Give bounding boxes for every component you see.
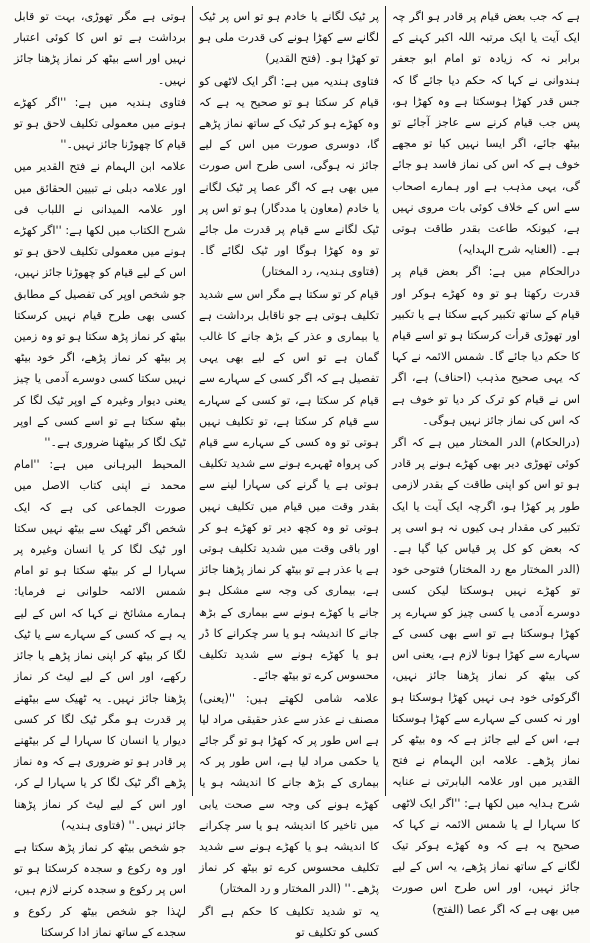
paragraph: جو شخص بیٹھ کر نماز پڑھ سکتا ہے اور وہ رکوع و سجدہ کرسکتا ہو تو اس پر رکوع و سجدہ کرنے لازم ہیں، لہٰذا جو شخص بیٹھ کر رکوع و سجدے کے ساتھ نماز ادا کرسکتا <box>14 840 186 939</box>
column-middle <box>193 6 385 939</box>
paragraph: درالحکام میں ہے: اگر بعض قیام پر قدرت رکھتا ہو تو وہ کھڑے ہوکر اور قیام کے ساتھ تکبیر کہے سکتا ہے یا تکبیر اور تھوڑی قرأت کرسکتا ہو تو اسے قیام کا حکم دیا جائے گا۔ شمس الائمہ نے کہا کہ یہی صحیح مذہب (احناف) ہے، اگر اس نے قیام کو ترک کر دیا تو خوف ہے کہ اس کی نماز جائز نہیں ہوگی۔ <box>392 265 580 427</box>
paragraph: قیام کر تو سکتا ہے مگر اس سے شدید تکلیف ہوتی ہے جو ناقابل برداشت ہے یا بیماری و عذر کے بڑھ جانے کا غالب گمان ہے تو اس کے لیے بھی یہی تفصیل ہے کہ اگر کسی کے سہارے سے قیام کر سکتا ہے، تو کسی کے سہارے سے قیام کر سکتا ہے، تو تکلیف نہیں ہوتی تو وہ کسی کے سہارے سے قیام کی پرواہ ٹھہرے ہونے سے شدید تکلیف ہوتی ہے یا گرنے کی سہارا لینے سے بقدر وقت میں قیام میں تکلیف نہیں ہوتی تو وہ کچھ دیر تو کھڑے ہو کر اور باقی وقت میں شدید تکلیف ہوتی ہے یا عذر ہے تو بیٹھ کر نماز پڑھنا جائز ہے، بیماری کی وجہ سے مشکل ہو جانے یا کھڑے ہونے سے بیماری کے بڑھ جانے کا اندیشہ ہو یا سر چکرانے کا ڈر ہو یا کھڑے ہونے سے شدید تکلیف محسوس کرے تو بیٹھ جائے۔ <box>199 287 379 683</box>
paragraph: فتاوی ہندیہ میں ہے: ''اگر کھڑے ہونے میں معمولی تکلیف لاحق ہو تو قیام کا چھوڑنا جائز نہیں۔'' <box>14 95 186 152</box>
paragraph: المحیط البرہانی میں ہے: ''امام محمد نے اپنی کتاب الاصل میں صورت الجماعی کی ہے کہ ایک شخص اگر ٹھیک سے بیٹھ نہیں سکتا اور ٹیک لگا کر یا انسان وغیرہ پر سہارا لے کر بیٹھ سکتا ہو تو امام شمس الائمہ حلوانی نے فرمایا: ہمارے مشائخ نے کہا کہ اس کے لیے یہ ہے کہ کسی کے سہارے سے یا ٹیک لگا کر بیٹھ کر اپنی نماز پڑھے یا جائز رکھے، اور اس کے لیے لیٹ کر نماز پڑھنا جائز نہیں۔ یہ ٹھیک سے بیٹھنے پر قدرت ہو مگر ٹیک لگا کر کسی دیوار یا انسان کا سہارا لے کر بیٹھنے پر قادر ہو تو ضروری ہے کہ وہ نماز پڑھے اگر ٹیک لگا کر یا سہارا لے کر، اور اس کے لیے لیٹ کر نماز پڑھنا جائز نہیں۔'' (فتاوی ہندیہ) <box>14 458 186 832</box>
column-left <box>8 6 192 939</box>
paragraph: (درالحکام) الدر المختار میں ہے کہ اگر کوئی تھوڑی دیر بھی کھڑے ہونے پر قادر ہو تو اس کو اپنی طاقت کے بقدر لازمی طور پر کھڑا ہو، اگرچہ ایک آیت یا ایک تکبیر کی مقدار ہی کیوں نہ ہو اسی پر کہ بعض کو کل پر قیاس کیا گیا ہے۔ (الدر المختار مع رد المختار) فتوحی خود تو کھڑے نہیں ہوسکتا لیکن کسی دوسرے آدمی یا کسی چیز کو سہارے پر کھڑا ہوسکتا ہے تو اسے بھی کسی کے سہارے سے کھڑا ہونا لازم ہے، یعنی اس کی بیٹھ کر نماز پڑھنا جائز نہیں، اگرکوئی خود ہی نہیں کھڑا ہوسکتا ہو اور نہ کسی کے سہارے سے کھڑا ہوسکتا ہے، اس کے لیے جائز ہے کہ وہ بیٹھ کر نماز پڑھے۔ علامہ ابن الہمام نے فتح القدیر میں اور علامہ البابرتی نے عنایہ شرح ہدایہ میں لکھا ہے: ''اگر ایک لاٹھی کا سہارا لے یا شمس الائمہ نے کہا کہ صحیح یہ ہے کہ وہ کھڑے ہوکر تیک لگانے کے ساتھ نماز پڑھے، یہ اس کے لیے جائز نہیں، اور اس طرح اس صورت میں بھی ہے کہ اگر عصا (الفتح) <box>392 436 580 916</box>
paragraph: یہ تو شدید تکلیف کا حکم ہے اگر کسی کو تکلیف تو <box>199 904 379 939</box>
paragraph: علامہ ابن الہمام نے فتح القدیر میں اور علامہ دبلی نے تبیین الحقائق میں اور علامہ المیدانی نے اللباب فی شرح الکتاب میں لکھا ہے: ''اگر کھڑے ہونے میں معمولی تکلیف لاحق ہو تو اس کے لیے قیام کو چھوڑنا جائز نہیں، جو شخص اوپر کی تفصیل کے مطابق کسی بھی طرح قیام نہیں کرسکتا بیٹھ کر نماز پڑھ سکتا ہو تو وہ زمین پر بیٹھ کر نماز پڑھے، اگر خود بیٹھ نہیں سکتا کسی دوسرے آدمی یا چیز یعنی دیوار وغیرہ کے اوپر ٹیک لگا کر بیٹھ سکتا ہے تو اسے کسی کے اوپر ٹیک لگا کر بیٹھنا ضروری ہے۔'' <box>14 160 186 450</box>
paragraph: ہے کہ جب بعض قیام پر قادر ہو اگر چہ ایک آیت یا ایک مرتبہ اللہ اکبر کہنے کے برابر نہ کہ زیادہ تو امام ابو جعفر ہندوانی نے کہا کہ حکم دیا جائے گا کہ جس قدر کھڑا ہوسکتا ہے وہ کھڑا ہو، پس جب قیام کرنے سے عاجز آجائے تو بیٹھ جائے، اگر ایسا نہیں کیا تو مجھے خوف ہے کہ اس کی نماز فاسد ہو جائے گی، یہی مذہب ہے اور ہمارے اصحاب سے اس کے خلاف کوئی بات مروی نہیں ہے، کیونکہ طاعت بقدر طاقت ہوتی ہے۔ (العنایہ شرح الہدایہ) <box>392 10 580 257</box>
paragraph: ہوتی ہے مگر تھوڑی، بہت تو قابل برداشت ہے تو اس کا کوئی اعتبار نہیں اور اسے بیٹھ کر نماز پڑھنا جائز نہیں۔ <box>14 10 186 87</box>
paragraph: پر ٹیک لگانے یا خادم ہو تو اس پر ٹیک لگانے سے کھڑا ہونے کی قدرت ملی ہو تو کھڑا ہو۔ (فتح القدیر) <box>199 10 379 66</box>
paragraph: علامہ شامی لکھتے ہیں: ''(یعنی) مصنف نے عذر سے عذر حقیقی مراد لیا ہے اس طور پر کہ کھڑا ہو تو گر جائے یا حکمی مراد لیا ہے، اس طور پر کہ بیماری کے بڑھ جانے کا اندیشہ ہو یا کھڑے ہونے کی وجہ سے صحت یابی میں تاخیر کا اندیشہ ہو یا سر چکرانے کا اندیشہ ہو یا کھڑے ہونے سے شدید تکلیف محسوس کرے تو بیٹھ کر نماز پڑھے۔'' (الدر المختار و رد المختار) <box>199 691 379 896</box>
column-right <box>386 6 586 916</box>
paragraph: فتاوی ہندیہ میں ہے: اگر ایک لاٹھی کو قیام کر سکتا ہو تو صحیح یہ ہے کہ وہ کھڑے ہو کر ٹیک کے ساتھ نماز پڑھے گا، دوسری صورت میں اس کے لیے جائز نہ ہوگی، اسی طرح اس صورت میں بھی ہے کہ اگر عصا پر ٹیک لگانے یا خادم (معاون یا مددگار) ہو تو اس پر ٹیک لگانے سے قیام پر قدرت مل جائے تو وہ کھڑا ہوگا اور ٹیک لگائے گا۔ (فتاوی ہندیہ، رد المختار) <box>199 74 379 279</box>
